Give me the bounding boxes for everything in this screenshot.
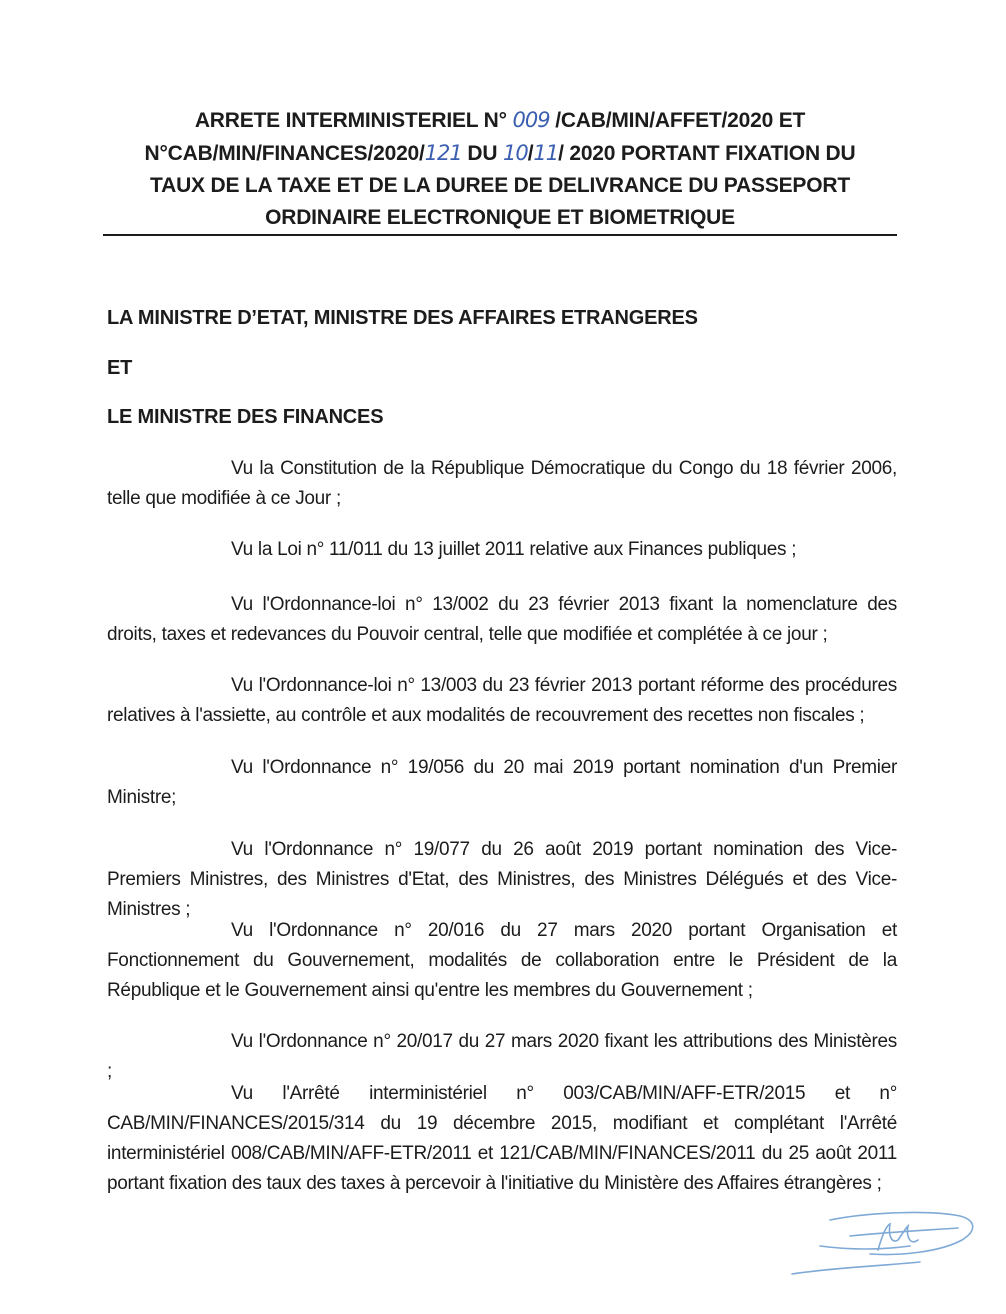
heading-minister-foreign-affairs: LA MINISTRE D’ETAT, MINISTRE DES AFFAIRES ETRANGERES <box>107 307 698 329</box>
handwritten-day: 10 <box>502 141 528 165</box>
title-line-2: N°CAB/MIN/FINANCES/2020/121 DU 10/11/ 2020 PORTANT FIXATION DU <box>144 141 856 165</box>
decree-title <box>100 104 900 234</box>
title-line-4: ORDINAIRE ELECTRONIQUE ET BIOMETRIQUE <box>265 206 735 229</box>
vu-ordonnance-19-077: Vu l'Ordonnance n° 19/077 du 26 août 2019 portant nomination des Vice-Premiers Ministres, des Ministres d'Etat, des Ministres, des Ministres Délégués et des Vice-Ministres ; <box>107 839 897 920</box>
handwritten-number: 121 <box>424 141 462 165</box>
vu-loi-finances: Vu la Loi n° 11/011 du 13 juillet 2011 relative aux Finances publiques ; <box>231 539 797 560</box>
vu-ordonnance-20-017: Vu l'Ordonnance n° 20/017 du 27 mars 2020 fixant les attributions des Ministères ; <box>107 1031 897 1082</box>
vu-ordonnance-loi-13-002: Vu l'Ordonnance-loi n° 13/002 du 23 février 2013 fixant la nomenclature des droits, taxes et redevances du Pouvoir central, telle que modifiée et complétée à ce jour ; <box>107 594 897 645</box>
heading-et: ET <box>107 357 133 379</box>
paraph-signature-icon <box>790 1206 980 1286</box>
vu-arrete-interministeriel: Vu l'Arrêté interministériel n° 003/CAB/MIN/AFF-ETR/2015 et n° CAB/MIN/FINANCES/2015/314 du 19 décembre 2015, modifiant et complétant l'Arrêté interministériel 008/CAB/MIN/AFF-ETR/2011 et 121/CAB/MIN/FINANCES/2011 du 25 août 2011 portant fixation des taux des taxes à percevoir à l'initiative du Ministère des Affaires étrangères ; <box>107 1083 897 1194</box>
vu-ordonnance-19-056: Vu l'Ordonnance n° 19/056 du 20 mai 2019 portant nomination d'un Premier Ministre; <box>107 757 897 808</box>
vu-ordonnance-20-016: Vu l'Ordonnance n° 20/016 du 27 mars 2020 portant Organisation et Fonctionnement du Gouvernement, modalités de collaboration entre le Président de la République et le Gouvernement ainsi qu'entre les membres du Gouvernement ; <box>107 920 897 1001</box>
vu-ordonnance-loi-13-003: Vu l'Ordonnance-loi n° 13/003 du 23 février 2013 portant réforme des procédures relatives à l'assiette, au contrôle et aux modalités de recouvrement des recettes non fiscales ; <box>107 675 897 726</box>
heading-minister-finances: LE MINISTRE DES FINANCES <box>107 406 384 428</box>
handwritten-number: 009 <box>512 108 550 132</box>
title-line-1: ARRETE INTERMINISTERIEL N° 009 /CAB/MIN/AFFET/2020 ET <box>194 108 806 132</box>
title-line-3: TAUX DE LA TAXE ET DE LA DUREE DE DELIVRANCE DU PASSEPORT <box>150 174 850 197</box>
title-divider <box>103 234 897 236</box>
vu-constitution: Vu la Constitution de la République Démocratique du Congo du 18 février 2006, telle que modifiée à ce Jour ; <box>107 458 897 509</box>
handwritten-month: 11 <box>533 141 559 165</box>
